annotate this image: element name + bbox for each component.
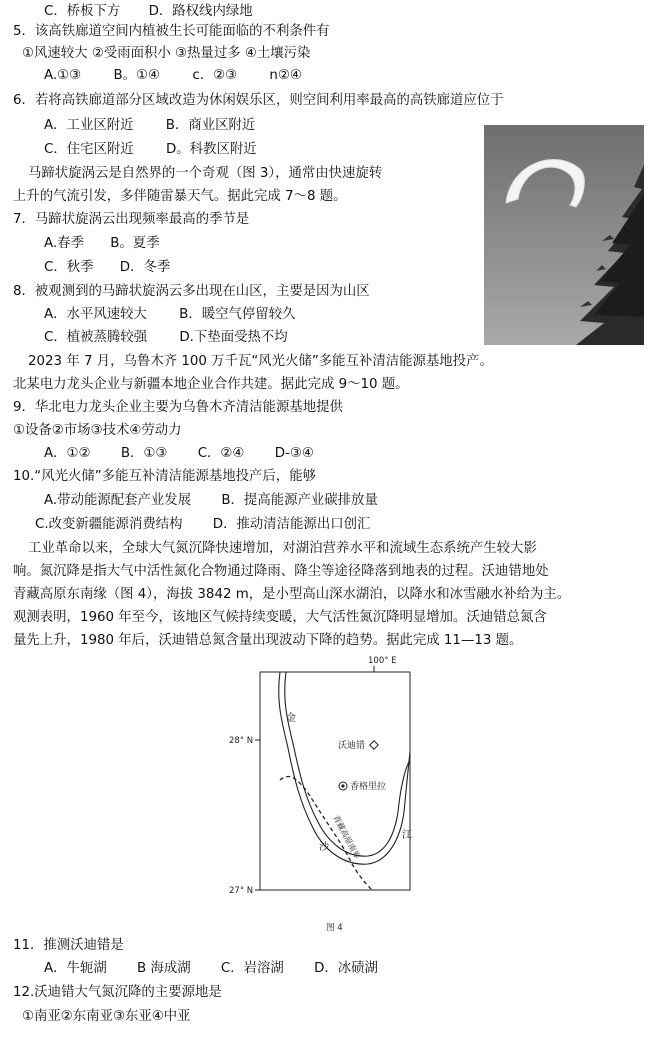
q8-options-row2 [44, 328, 288, 348]
longitude-label: 100° E [368, 656, 397, 666]
q6-option-b: B．商业区附近 [165, 118, 256, 133]
intro-11-13-line1: 工业革命以来，全球大气氮沉降快速增加，对湖泊营养水平和流域生态系统产生较大影 [28, 541, 537, 556]
q10-option-c: C.改变新疆能源消费结构 [35, 517, 183, 532]
q9-stem: 9．华北电力龙头企业主要为乌鲁木齐清洁能源基地提供 [13, 400, 343, 415]
intro-7-8-line2: 上升的气流引发，多伴随雷暴天气。据此完成 7～8 题。 [13, 189, 347, 204]
q6-options-row2 [44, 140, 257, 160]
lat-28-label: 28° N [229, 736, 254, 746]
q11-option-a: A．牛轭湖 [44, 961, 107, 976]
q10-options-row1 [44, 491, 378, 511]
q9-items: ①设备②市场③技术④劳动力 [13, 423, 182, 438]
q8-stem: 8．被观测到的马蹄状旋涡云多出现在山区，主要是因为山区 [13, 284, 370, 299]
q9-options [44, 444, 314, 464]
q5-items: ①风速较大 ②受雨面积小 ③热量过多 ④土壤污染 [22, 46, 311, 61]
q10-option-a: A.带动能源配套产业发展 [44, 493, 192, 508]
q6-option-c: C．住宅区附近 [44, 142, 134, 157]
q8-option-c: C．植被蒸腾较强 [44, 330, 148, 345]
q12-stem: 12.沃迪错大气氮沉降的主要源地是 [13, 985, 222, 1000]
q7-options-row2 [44, 258, 170, 278]
figure-4-caption: 图 4 [326, 923, 343, 933]
q7-option-a: A.春季 [44, 236, 84, 251]
river-char-sha: 沙 [319, 842, 329, 853]
city-label: 香格里拉 [350, 782, 387, 792]
q9-option-a: A．①② [44, 446, 91, 461]
plateau-boundary-label: 青藏高原南界 [331, 813, 362, 861]
lake-label: 沃迪错 [338, 741, 366, 751]
city-symbol-inner [341, 784, 344, 787]
q8-option-d: D.下垫面受热不均 [179, 330, 288, 345]
q5-stem: 5．该高铁廊道空间内植被生长可能面临的不利条件有 [13, 24, 330, 39]
q11-option-c: C．岩溶湖 [220, 961, 284, 976]
q10-stem: 10.“风光火储”多能互补清洁能源基地投产后，能够 [13, 469, 316, 484]
q6-option-a: A．工业区附近 [44, 118, 134, 133]
map-svg [222, 652, 437, 934]
q5-option-b: B。①④ [113, 68, 161, 83]
figure-4-map [222, 652, 437, 934]
q6-stem: 6．若将高铁廊道部分区域改造为休闲娱乐区，则空间利用率最高的高铁廊道应位于 [13, 93, 504, 108]
q11-option-b: B 海成湖 [137, 961, 191, 976]
q5-options [44, 66, 302, 86]
intro-11-13-line3: 青藏高原东南缘（图 4），海拔 3842 m，是小型高山深水湖泊，以降水和冰雪融水补给为主。 [13, 587, 571, 602]
q6-option-d: D。科教区附近 [165, 142, 257, 157]
q7-options-row1 [44, 234, 160, 254]
figure-3-caption: 图 3 [618, 331, 638, 342]
q9-option-b: B．①③ [120, 446, 168, 461]
q12-items: ①南亚②东南亚③东亚④中亚 [22, 1009, 191, 1024]
q7-option-d: D．冬季 [119, 260, 171, 275]
q6-options-row1 [44, 116, 255, 136]
q8-options-row1 [44, 305, 295, 325]
q9-option-c: C．②④ [197, 446, 245, 461]
q7-stem: 7．马蹄状旋涡云出现频率最高的季节是 [13, 212, 250, 227]
q4-options-tail [44, 2, 253, 22]
q10-option-b: B．提高能源产业碳排放量 [221, 493, 378, 508]
q8-option-a: A．水平风速较大 [44, 307, 147, 322]
intro-11-13-line4: 观测表明，1960 年至今，该地区气候持续变暖，大气活性氮沉降明显增加。沃迪错总氮含 [13, 610, 547, 625]
river-char-jiang: 江 [402, 830, 412, 841]
q10-options-row2 [35, 515, 370, 535]
intro-9-10-line2: 北某电力龙头企业与新疆本地企业合作共建。据此完成 9～10 题。 [13, 377, 409, 392]
q11-options [44, 959, 378, 979]
intro-11-13-line2: 响。氮沉降是指大气中活性氮化合物通过降雨、降尘等途径降落到地表的过程。沃迪错地处 [13, 564, 549, 579]
q5-option-c: c．②③ [192, 68, 238, 83]
q11-option-d: D．冰碛湖 [314, 961, 378, 976]
q5-option-d: n②④ [269, 68, 302, 83]
intro-11-13-line5: 量先上升，1980 年后，沃迪错总氮含量出现波动下降的趋势。据此完成 11—13 题。 [13, 633, 523, 648]
q9-option-d: D-③④ [274, 446, 314, 461]
q11-stem: 11．推测沃迪错是 [13, 938, 124, 953]
lat-27-label: 27° N [229, 886, 254, 896]
q7-option-c: C．秋季 [44, 260, 94, 275]
q10-option-d: D．推动清洁能源出口创汇 [212, 517, 371, 532]
intro-7-8-line1: 马蹄状旋涡云是自然界的一个奇观（图 3），通常由快速旋转 [28, 166, 383, 181]
q4-option-c: C．桥板下方 [44, 4, 121, 19]
q7-option-b: B。夏季 [110, 236, 160, 251]
map-frame [260, 672, 410, 890]
q4-option-d: D．路权线内绿地 [148, 4, 253, 19]
figure-3-cloud-photo [484, 125, 644, 345]
intro-9-10-line1: 2023 年 7 月，乌鲁木齐 100 万千瓦“风光火储”多能互补清洁能源基地投产。 [28, 354, 493, 369]
cloud-photo-image [484, 125, 644, 345]
q5-option-a: A.①③ [44, 68, 82, 83]
q8-option-b: B．暖空气停留较久 [179, 307, 296, 322]
river-char-jin: 金 [286, 713, 296, 724]
